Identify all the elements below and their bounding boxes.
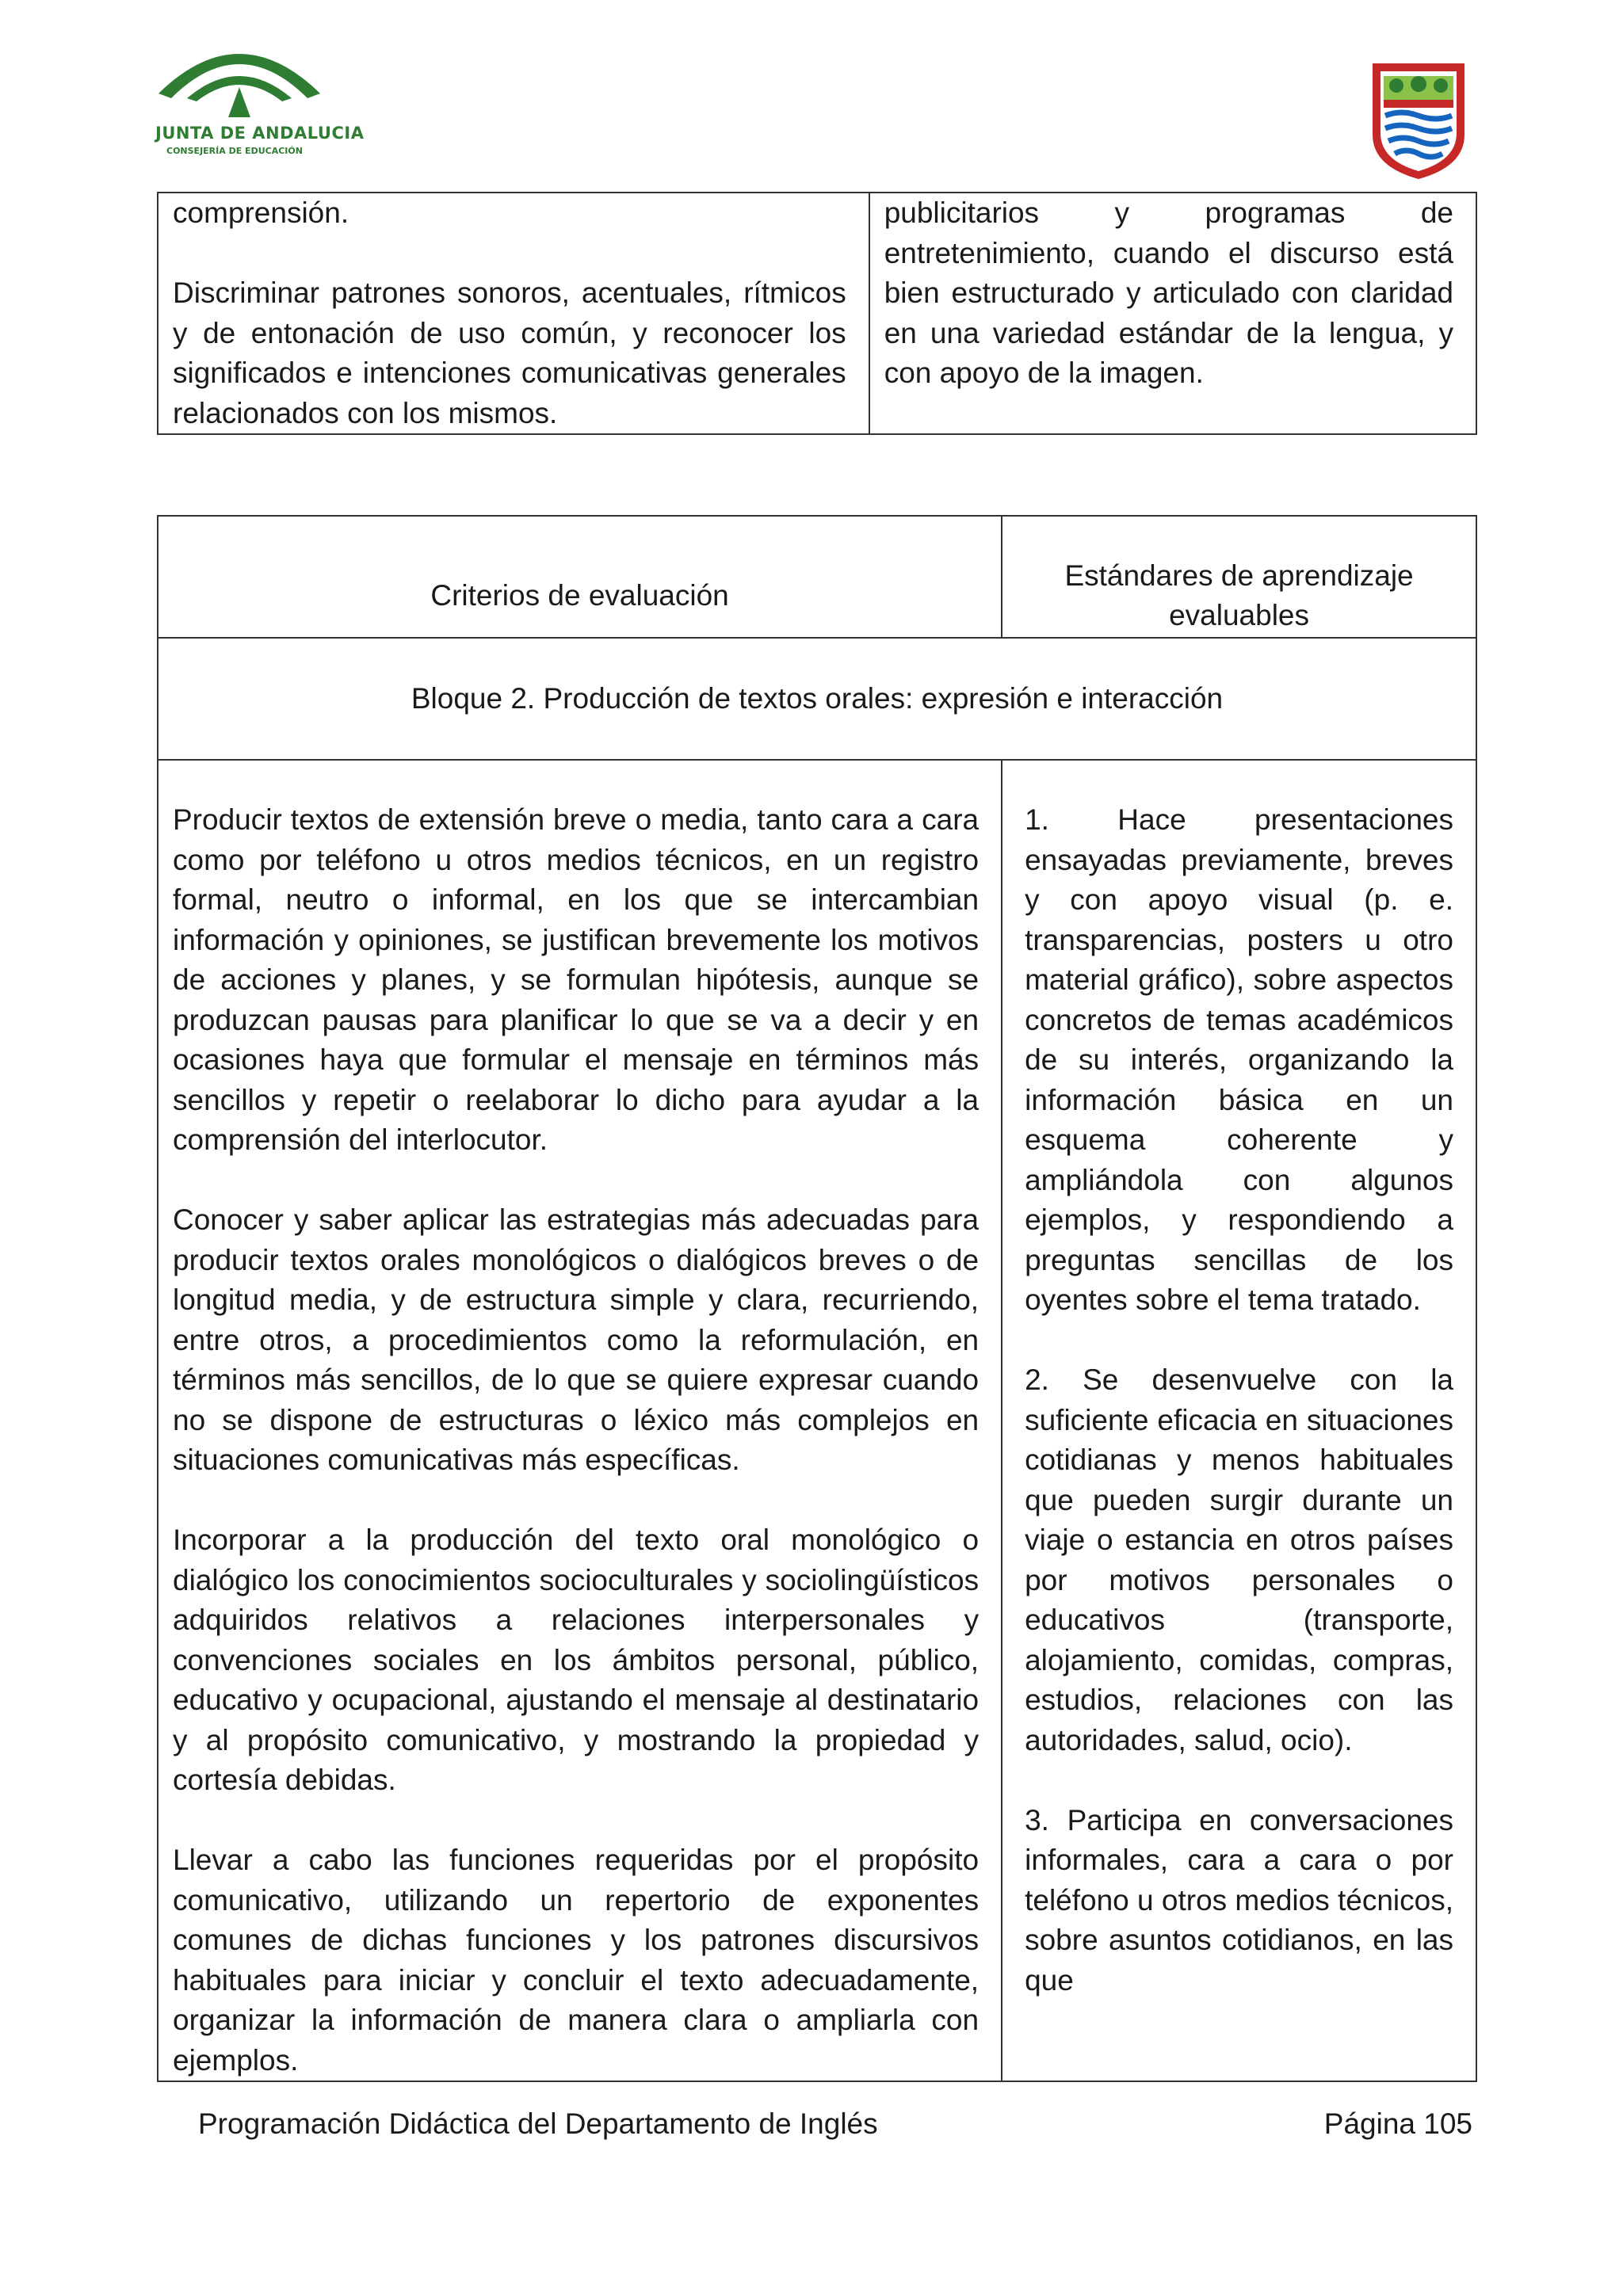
school-crest-icon <box>1369 59 1468 182</box>
junta-arch-icon <box>152 22 327 133</box>
junta-logo-title: JUNTA DE ANDALUCIA <box>155 124 365 143</box>
bloque-title: Bloque 2. Producción de textos orales: expresión e interacción <box>158 638 1476 760</box>
continuation-criterio-1: comprensión. <box>173 196 349 229</box>
estandar-paragraph-3: 3. Participa en conversaciones informales, cara a cara o por teléfono u otros medios técnicos, sobre asuntos cotidianos, en las que <box>1025 1803 1454 1997</box>
criterio-paragraph-3: Incorporar a la producción del texto oral monológico o dialógico los conocimientos socioculturales y sociolingüísticos adquiridos relativos a relaciones interpersonales y convenciones sociales en los ámbitos personal, público, educativo y ocupacional, ajustando el mensaje al destinatario y al propósito comunicativo, y mostrando la propiedad y cortesía debidas. <box>173 1524 980 1796</box>
estandar-paragraph-1: 1. Hace presentaciones ensayadas previamente, breves y con apoyo visual (p. e. transparencias, posters u otro material gráfico), sobre aspectos concretos de temas académicos de su interés, organizando la información básica en un esquema coherente y ampliándola con algunos ejemplos, y respondiendo a preguntas sencillas de los oyentes sobre el tema tratado. <box>1025 803 1453 1316</box>
continuation-estandar-1: publicitarios y programas de entretenimiento, cuando el discurso está bien estructurado y articulado con claridad en una variedad estándar de la lengua, y con apoyo de la imagen. <box>884 196 1453 389</box>
junta-logo-subtitle: CONSEJERÍA DE EDUCACIÓN <box>166 146 303 156</box>
footer-title: Programación Didáctica del Departamento de Inglés <box>198 2107 878 2140</box>
continuation-estandares-cell <box>869 193 1476 434</box>
criterio-paragraph-4: Llevar a cabo las funciones requeridas por el propósito comunicativo, utilizando un repertorio de exponentes comunes de dichas funciones y los patrones discursivos habituales para iniciar y concluir el texto adecuadamente, organizar la información de manera clara o ampliarla con ejemplos. <box>173 1844 980 2077</box>
evaluation-table <box>157 515 1477 2082</box>
header-criterios-cell <box>158 516 1002 638</box>
continuation-criterio-2: Discriminar patrones sonoros, acentuales, rítmicos y de entonación de uso común, y reconocer los significados e intenciones comunicativas generales relacionados con los mismos. <box>173 277 846 429</box>
header-estandares: Estándares de aprendizaje evaluables <box>1064 559 1414 631</box>
header-criterios: Criterios de evaluación <box>430 579 729 612</box>
header-estandares-cell <box>1002 516 1476 638</box>
estandar-paragraph-2: 2. Se desenvuelve con la suficiente eficacia en situaciones cotidianas y menos habituales que pueden surgir durante un viaje o estancia en otros países por motivos personales o educativos (transporte, alojamiento, comidas, compras, estudios, relaciones con las autoridades, salud, ocio). <box>1025 1363 1453 1756</box>
estandares-cell <box>1002 760 1476 2081</box>
criterios-cell <box>158 760 1002 2081</box>
page-number: Página 105 <box>1323 2107 1472 2140</box>
continuation-table <box>157 192 1477 435</box>
junta-andalucia-logo <box>152 22 365 165</box>
criterio-paragraph-1: Producir textos de extensión breve o media, tanto cara a cara como por teléfono u otros medios técnicos, en un registro formal, neutro o informal, en los que se intercambian información y opiniones, se justifican brevemente los motivos de acciones y planes, y se formulan hipótesis, aunque se produzcan pausas para planificar lo que se va a decir y en ocasiones haya que formular el mensaje en términos más sencillos y repetir o reelaborar lo dicho para ayudar a la comprensión del interlocutor. <box>173 803 980 1156</box>
continuation-criterios-cell <box>158 193 869 434</box>
criterio-paragraph-2: Conocer y saber aplicar las estrategias más adecuadas para producir textos orales monológicos o dialógicos breves o de longitud media, y de estructura simple y clara, recurriendo, entre otros, a procedimientos como la reformulación, en términos más sencillos, de lo que se quiere expresar cuando no se dispone de estructuras o léxico más complejos en situaciones comunicativas más específicas. <box>173 1203 980 1476</box>
